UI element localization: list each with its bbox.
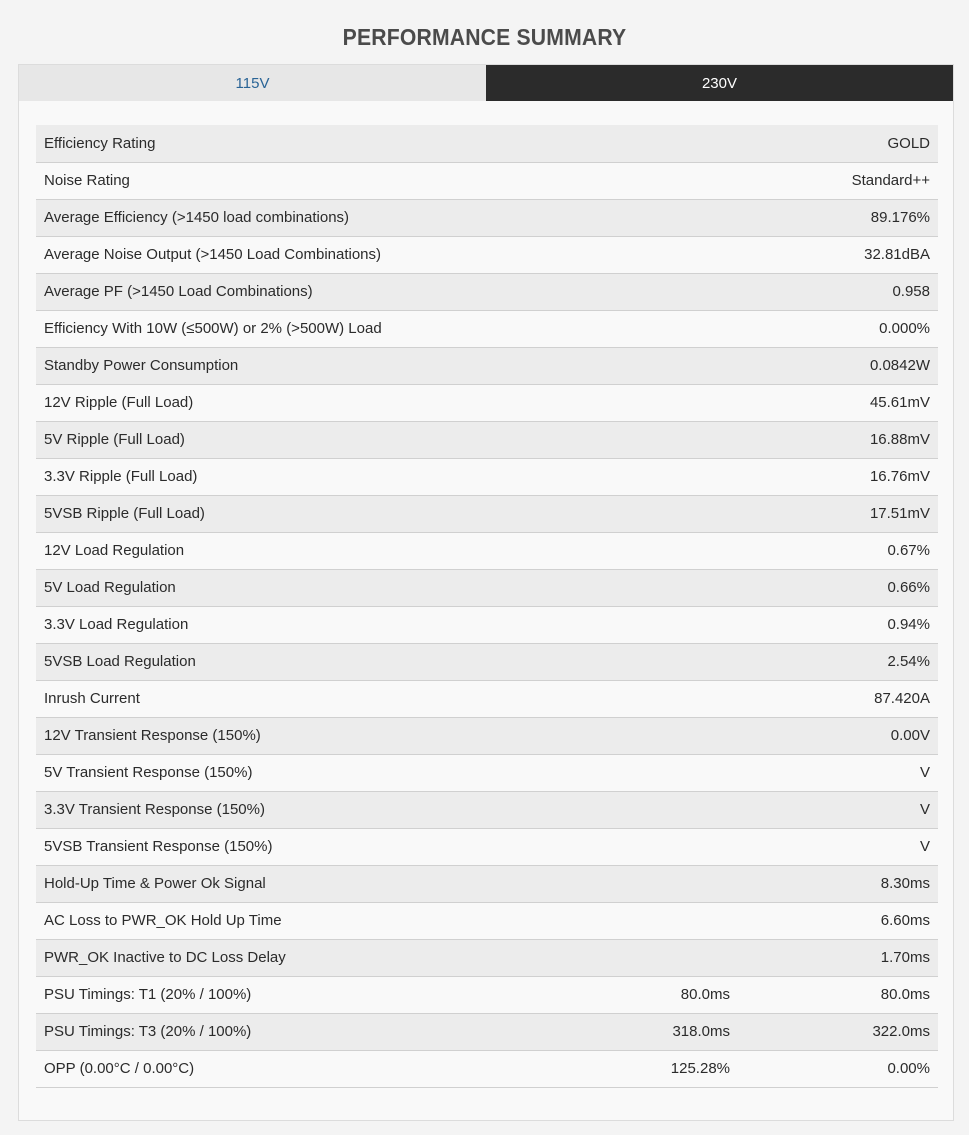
row-value-secondary [612,162,738,199]
table-row [36,754,938,791]
row-label: 5V Ripple (Full Load) [36,421,612,458]
row-value-secondary [612,902,738,939]
row-value: 0.66% [738,569,938,606]
row-value: 8.30ms [738,865,938,902]
row-label: Standby Power Consumption [36,347,612,384]
row-value-secondary: 80.0ms [612,976,738,1013]
table-row [36,865,938,902]
row-label: 5V Load Regulation [36,569,612,606]
row-value-secondary [612,125,738,162]
table-row [36,976,938,1013]
table-row [36,495,938,532]
table-row [36,791,938,828]
row-label: PSU Timings: T1 (20% / 100%) [36,976,612,1013]
row-value-secondary [612,791,738,828]
row-value: 0.00V [738,717,938,754]
row-label: 5VSB Load Regulation [36,643,612,680]
table-row [36,347,938,384]
row-label: 5VSB Ripple (Full Load) [36,495,612,532]
table-row [36,939,938,976]
performance-table [36,125,938,1088]
table-row [36,569,938,606]
page-title: PERFORMANCE SUMMARY [342,24,627,50]
row-value: Standard++ [738,162,938,199]
row-label: PSU Timings: T3 (20% / 100%) [36,1013,612,1050]
row-value-secondary [612,384,738,421]
row-value: V [738,754,938,791]
row-value: 0.958 [738,273,938,310]
row-value-secondary [612,606,738,643]
row-label: AC Loss to PWR_OK Hold Up Time [36,902,612,939]
row-value: 0.67% [738,532,938,569]
row-label: Average Noise Output (>1450 Load Combinations) [36,236,612,273]
table-row [36,125,938,162]
table-row [36,236,938,273]
row-value-secondary: 318.0ms [612,1013,738,1050]
row-value: V [738,791,938,828]
table-row [36,1050,938,1087]
row-label: Hold-Up Time & Power Ok Signal [36,865,612,902]
row-label: 5V Transient Response (150%) [36,754,612,791]
row-value: 80.0ms [738,976,938,1013]
row-value-secondary [612,273,738,310]
row-value-secondary [612,310,738,347]
table-row [36,643,938,680]
row-value-secondary [612,199,738,236]
table-row [36,828,938,865]
row-label: 12V Load Regulation [36,532,612,569]
row-label: 5VSB Transient Response (150%) [36,828,612,865]
row-value-secondary [612,717,738,754]
row-value-secondary [612,458,738,495]
voltage-tabs [18,64,954,102]
row-value: 32.81dBA [738,236,938,273]
row-value-secondary [612,569,738,606]
table-row [36,384,938,421]
row-label: Noise Rating [36,162,612,199]
row-label: 12V Ripple (Full Load) [36,384,612,421]
tab-115v[interactable]: 115V [19,65,486,102]
table-row [36,680,938,717]
row-label: 12V Transient Response (150%) [36,717,612,754]
row-value-secondary [612,347,738,384]
row-label: Efficiency Rating [36,125,612,162]
row-value: 89.176% [738,199,938,236]
row-value: 45.61mV [738,384,938,421]
row-value-secondary [612,939,738,976]
summary-panel [18,101,954,1121]
table-row [36,1013,938,1050]
table-row [36,717,938,754]
row-value-secondary [612,532,738,569]
row-value: V [738,828,938,865]
row-value: 6.60ms [738,902,938,939]
table-row [36,902,938,939]
table-row [36,532,938,569]
row-value: 0.00% [738,1050,938,1087]
row-label: PWR_OK Inactive to DC Loss Delay [36,939,612,976]
row-label: 3.3V Load Regulation [36,606,612,643]
row-value: 17.51mV [738,495,938,532]
row-label: Average PF (>1450 Load Combinations) [36,273,612,310]
row-label: 3.3V Transient Response (150%) [36,791,612,828]
row-label: Average Efficiency (>1450 load combinations) [36,199,612,236]
row-label: Inrush Current [36,680,612,717]
row-label: Efficiency With 10W (≤500W) or 2% (>500W) Load [36,310,612,347]
row-value-secondary [612,643,738,680]
row-value: 16.76mV [738,458,938,495]
row-value: GOLD [738,125,938,162]
row-label: OPP (0.00°C / 0.00°C) [36,1050,612,1087]
row-value: 0.0842W [738,347,938,384]
table-row [36,273,938,310]
row-value: 322.0ms [738,1013,938,1050]
row-value-secondary [612,828,738,865]
row-value-secondary [612,680,738,717]
row-value: 87.420A [738,680,938,717]
row-value: 2.54% [738,643,938,680]
table-row [36,310,938,347]
row-value-secondary [612,421,738,458]
row-value-secondary [612,495,738,532]
row-value: 16.88mV [738,421,938,458]
table-row [36,421,938,458]
row-value-secondary [612,865,738,902]
table-row [36,199,938,236]
row-value: 0.94% [738,606,938,643]
row-value-secondary [612,754,738,791]
row-value: 0.000% [738,310,938,347]
row-value-secondary [612,236,738,273]
table-row [36,606,938,643]
row-value: 1.70ms [738,939,938,976]
row-value-secondary: 125.28% [612,1050,738,1087]
tab-230v[interactable]: 230V [486,65,953,102]
row-label: 3.3V Ripple (Full Load) [36,458,612,495]
table-row [36,162,938,199]
table-row [36,458,938,495]
